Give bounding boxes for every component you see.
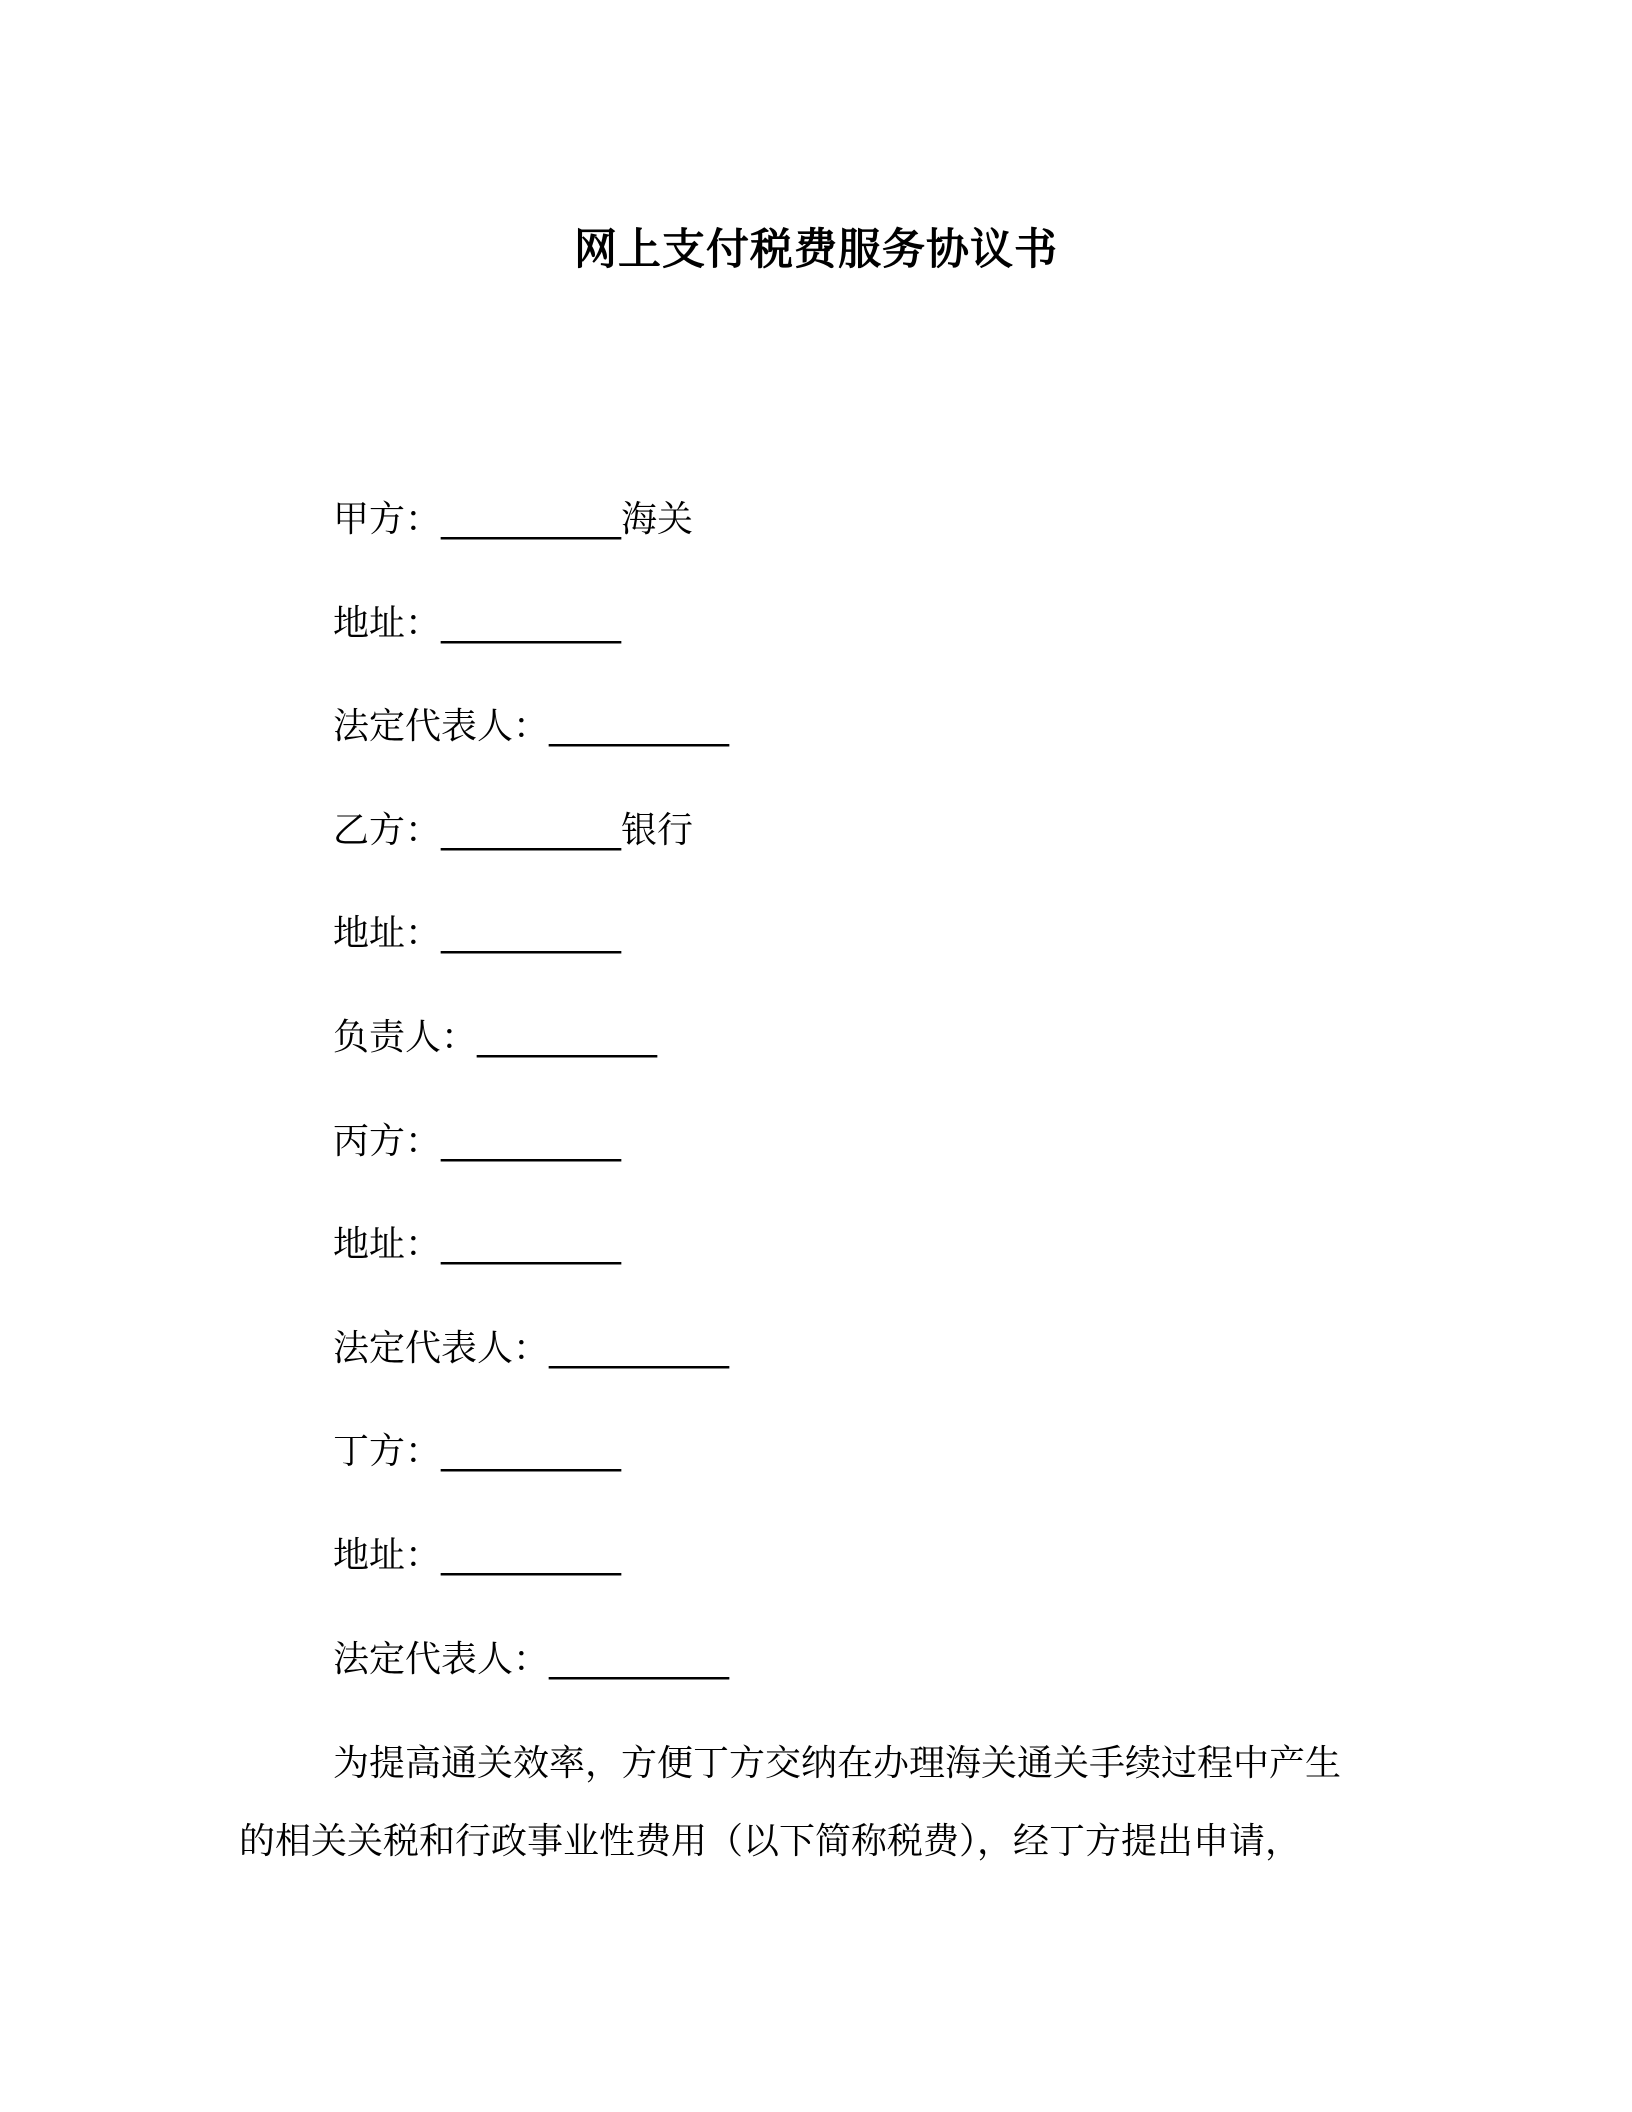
field-label: 法定代表人： (333, 706, 550, 748)
field-label: 乙方： (333, 809, 442, 851)
field-label: 甲方： (333, 499, 442, 540)
field-blank: __________ (549, 1327, 730, 1369)
field-blank: __________ (549, 706, 730, 748)
field-blank: __________ (441, 809, 622, 851)
field-party-d-representative (333, 1630, 1433, 1734)
field-party-c (333, 1112, 1433, 1216)
field-party-a (333, 490, 1433, 594)
field-party-d-address (333, 1526, 1433, 1630)
field-party-a-representative (333, 697, 1433, 801)
field-blank: __________ (441, 1431, 622, 1473)
field-label: 地址： (333, 602, 442, 644)
field-label: 地址： (333, 1534, 442, 1576)
field-label: 丙方： (333, 1120, 442, 1162)
field-suffix: 银行 (621, 809, 694, 851)
party-field-list (333, 490, 1433, 1733)
field-party-d (333, 1422, 1433, 1526)
field-blank: __________ (441, 913, 622, 955)
field-label: 法定代表人： (333, 1327, 550, 1369)
paragraph-line: 为提高通关效率，方便丁方交纳在办理海关通关手续过程中产生 (333, 1743, 1342, 1784)
field-label: 地址： (333, 1224, 442, 1266)
field-label: 法定代表人： (333, 1638, 550, 1680)
agreement-paragraph (239, 1725, 1389, 1881)
field-party-b-address (333, 904, 1433, 1008)
field-blank: __________ (441, 602, 622, 644)
field-party-c-representative (333, 1319, 1433, 1423)
field-label: 地址： (333, 913, 442, 955)
field-blank: __________ (441, 1224, 622, 1266)
field-party-b (333, 801, 1433, 905)
field-blank: __________ (441, 1120, 622, 1162)
field-label: 丁方： (333, 1431, 442, 1473)
field-blank: __________ (477, 1016, 658, 1058)
field-party-c-address (333, 1215, 1433, 1319)
field-party-b-responsible (333, 1008, 1433, 1112)
field-label: 负责人： (333, 1016, 478, 1058)
field-blank: __________ (441, 499, 622, 540)
field-party-a-address (333, 594, 1433, 698)
field-suffix: 海关 (621, 499, 694, 540)
paragraph-line: 的相关关税和行政事业性费用（以下简称税费），经丁方提出申请， (239, 1821, 1302, 1862)
field-blank: __________ (549, 1638, 730, 1680)
field-blank: __________ (441, 1534, 622, 1576)
document-title: 网上支付税费服务协议书 (574, 225, 1058, 275)
